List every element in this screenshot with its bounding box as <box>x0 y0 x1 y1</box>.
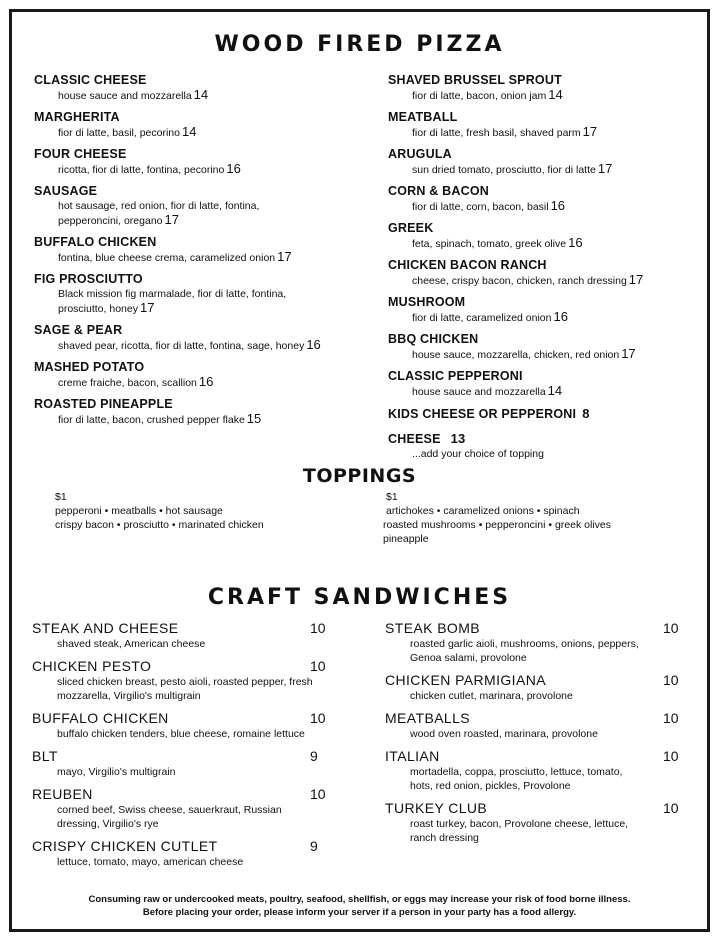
pizza-description-text: hot sausage, red onion, fior di latte, fontina, <box>58 200 260 212</box>
pizza-item <box>34 360 354 390</box>
pizza-name <box>34 147 354 162</box>
pizza-name-text: SAUSAGE <box>34 184 98 198</box>
pizza-description-text: shaved pear, ricotta, fior di latte, fontina, sage, honey <box>58 340 305 352</box>
pizza-item <box>34 184 354 228</box>
pizza-description-text: pepperoncini, oregano <box>58 215 163 227</box>
sandwich-name: MEATBALLS <box>385 710 471 726</box>
pizza-description-text: cheese, crispy bacon, chicken, ranch dressing <box>412 275 627 287</box>
pizza-description <box>34 250 354 265</box>
sandwich-description: buffalo chicken tenders, blue cheese, romaine lettuce <box>57 728 305 740</box>
pizza-price: 17 <box>582 124 598 139</box>
sandwich-item <box>385 799 685 845</box>
sandwich-item <box>32 747 332 779</box>
sandwich-name: CHICKEN PARMIGIANA <box>385 672 546 688</box>
pizza-item <box>388 73 688 103</box>
sandwich-description: lettuce, tomato, mayo, american cheese <box>57 856 244 868</box>
pizza-price: 17 <box>597 161 613 176</box>
pizza-name <box>388 184 688 199</box>
pizza-description <box>388 125 688 140</box>
pizza-item <box>388 147 688 177</box>
pizza-description-text: fior di latte, corn, bacon, basil <box>412 201 549 213</box>
toppings-right-line: artichokes • caramelized onions • spinach <box>386 505 580 517</box>
pizza-price: 13 <box>450 431 466 446</box>
pizza-description <box>34 375 354 390</box>
pizza-name-text: MASHED POTATO <box>34 360 145 374</box>
pizza-description <box>34 287 354 301</box>
pizza-item <box>34 323 354 353</box>
pizza-price: 16 <box>550 198 566 213</box>
sandwich-price: 10 <box>663 748 679 764</box>
pizza-item <box>34 397 354 427</box>
pizza-item <box>34 73 354 103</box>
pizza-description-text: fior di latte, basil, pecorino <box>58 127 180 139</box>
sandwich-description: shaved steak, American cheese <box>57 638 206 650</box>
pizza-name-text: KIDS CHEESE OR PEPPERONI <box>388 407 577 421</box>
toppings-left-line: crispy bacon • prosciutto • marinated chicken <box>55 519 264 531</box>
pizza-price: 17 <box>164 212 179 227</box>
pizza-item <box>34 147 354 177</box>
sandwich-price: 10 <box>310 620 326 636</box>
sandwich-description: Genoa salami, provolone <box>410 652 527 664</box>
pizza-name <box>34 73 354 88</box>
toppings-right-line: roasted mushrooms • pepperoncini • greek olives <box>383 519 611 531</box>
sandwich-name: CHICKEN PESTO <box>32 658 152 674</box>
pizza-description-text: ...add your choice of topping <box>412 448 544 460</box>
pizza-description-text: feta, spinach, tomato, greek olive <box>412 238 567 250</box>
pizza-name-text: MEATBALL <box>388 110 458 124</box>
pizza-description <box>388 273 688 288</box>
toppings-right-line: pineapple <box>383 533 429 545</box>
pizza-description <box>34 338 354 353</box>
sandwich-item <box>32 837 332 869</box>
sandwich-item <box>385 709 685 741</box>
pizza-name <box>388 258 688 273</box>
pizza-description <box>388 162 688 177</box>
pizza-name-text: CLASSIC PEPPERONI <box>388 369 523 383</box>
pizza-description <box>34 88 354 103</box>
pizza-name <box>388 147 688 162</box>
pizza-item <box>388 184 688 214</box>
sandwich-name: TURKEY CLUB <box>385 800 488 816</box>
sandwiches-right-column <box>385 619 685 851</box>
sandwich-item <box>32 785 332 831</box>
sandwich-item <box>385 747 685 793</box>
pizza-price: 17 <box>277 249 292 264</box>
pizza-price: 14 <box>181 124 197 139</box>
pizza-description <box>34 213 354 228</box>
sandwich-price: 10 <box>310 786 326 802</box>
sandwich-name: BLT <box>32 748 58 764</box>
pizza-item <box>388 431 688 461</box>
pizza-description-text: Black mission fig marmalade, fior di latte, fontina, <box>58 288 287 300</box>
pizza-item <box>388 406 688 422</box>
sandwich-price: 9 <box>310 748 318 764</box>
sandwich-price: 10 <box>310 658 326 674</box>
pizza-description <box>388 199 688 214</box>
pizza-name <box>388 295 688 310</box>
pizza-name-text: CHICKEN BACON RANCH <box>388 258 547 272</box>
pizza-description-text: house sauce, mozzarella, chicken, red onion <box>412 349 620 361</box>
pizza-name <box>388 431 688 447</box>
disclaimer-line: Consuming raw or undercooked meats, poultry, seafood, shellfish, or eggs may increase your risk of food borne illness. <box>88 894 631 905</box>
pizza-name-text: FIG PROSCIUTTO <box>34 272 143 286</box>
pizza-description <box>34 412 354 427</box>
sandwich-item <box>32 657 332 703</box>
pizza-name-text: ARUGULA <box>388 147 452 161</box>
pizza-name-text: ROASTED PINEAPPLE <box>34 397 173 411</box>
pizza-name <box>34 272 354 287</box>
pizza-right-column <box>388 73 688 468</box>
pizza-price: 16 <box>198 374 214 389</box>
pizza-name-text: SHAVED BRUSSEL SPROUT <box>388 73 562 87</box>
pizza-item <box>388 369 688 399</box>
sandwich-description: hots, red onion, pickles, Provolone <box>410 780 571 792</box>
pizza-description <box>34 162 354 177</box>
pizza-description <box>388 88 688 103</box>
pizza-name <box>388 73 688 88</box>
sandwich-name: STEAK BOMB <box>385 620 481 636</box>
allergy-disclaimer <box>0 893 719 919</box>
pizza-name <box>388 369 688 384</box>
sandwich-name: STEAK AND CHEESE <box>32 620 179 636</box>
pizza-description-text: fior di latte, fresh basil, shaved parm <box>412 127 581 139</box>
pizza-item <box>34 272 354 316</box>
sandwich-price: 10 <box>310 710 326 726</box>
pizza-name <box>34 235 354 250</box>
sandwich-description: mayo, Virgilio's multigrain <box>57 766 176 778</box>
sandwich-description: roasted garlic aioli, mushrooms, onions, peppers, <box>410 638 639 650</box>
sandwich-name: REUBEN <box>32 786 93 802</box>
pizza-description-text: fior di latte, bacon, crushed pepper flake <box>58 414 245 426</box>
pizza-description-text: house sauce and mozzarella <box>58 90 192 102</box>
pizza-name-text: SAGE & PEAR <box>34 323 123 337</box>
sandwich-price: 10 <box>663 800 679 816</box>
pizza-item <box>388 295 688 325</box>
pizza-description <box>388 384 688 399</box>
pizza-name <box>34 360 354 375</box>
pizza-name-text: GREEK <box>388 221 434 235</box>
pizza-name <box>34 184 354 199</box>
sandwich-price: 9 <box>310 838 318 854</box>
pizza-name <box>388 406 688 422</box>
pizza-name-text: MUSHROOM <box>388 295 466 309</box>
toppings-left-group <box>55 490 355 532</box>
sandwich-item <box>385 619 685 665</box>
pizza-name-text: FOUR CHEESE <box>34 147 127 161</box>
pizza-description <box>388 310 688 325</box>
pizza-description-text: sun dried tomato, prosciutto, fior di latte <box>412 164 596 176</box>
pizza-description <box>388 447 688 461</box>
pizza-name-text: CHEESE <box>388 432 441 446</box>
pizza-description <box>388 347 688 362</box>
pizza-item <box>34 235 354 265</box>
pizza-name <box>34 110 354 125</box>
sandwiches-section-title: CRAFT SANDWICHES <box>207 585 512 610</box>
pizza-name-text: CORN & BACON <box>388 184 490 198</box>
sandwich-item <box>385 671 685 703</box>
sandwich-description: dressing, Virgilio's rye <box>57 818 159 830</box>
pizza-description <box>34 125 354 140</box>
pizza-price: 17 <box>139 300 155 315</box>
pizza-description <box>388 236 688 251</box>
pizza-price: 8 <box>582 406 590 421</box>
pizza-section-title: WOOD FIRED PIZZA <box>214 32 505 57</box>
pizza-price: 14 <box>193 87 209 102</box>
pizza-name-text: BUFFALO CHICKEN <box>34 235 157 249</box>
pizza-left-column <box>34 73 354 434</box>
pizza-name <box>34 323 354 338</box>
toppings-section-title: TOPPINGS <box>302 465 417 487</box>
pizza-name <box>34 397 354 412</box>
sandwich-description: ranch dressing <box>410 832 479 844</box>
pizza-price: 15 <box>246 411 262 426</box>
sandwich-description: wood oven roasted, marinara, provolone <box>410 728 598 740</box>
pizza-price: 16 <box>568 235 583 250</box>
sandwiches-left-column <box>32 619 332 875</box>
disclaimer-line: Before placing your order, please inform your server if a person in your party has a food allergy. <box>142 907 577 918</box>
toppings-left-price: $1 <box>55 491 67 503</box>
pizza-item <box>388 332 688 362</box>
sandwich-description: sliced chicken breast, pesto aioli, roasted pepper, fresh <box>57 676 313 688</box>
sandwich-item <box>32 709 332 741</box>
sandwich-description: chicken cutlet, marinara, provolone <box>410 690 573 702</box>
pizza-name-text: BBQ CHICKEN <box>388 332 479 346</box>
sandwich-name: ITALIAN <box>385 748 440 764</box>
sandwich-name: BUFFALO CHICKEN <box>32 710 169 726</box>
pizza-description-text: ricotta, fior di latte, fontina, pecorino <box>58 164 225 176</box>
pizza-description-text: fontina, blue cheese crema, caramelized onion <box>58 252 276 264</box>
sandwich-description: mortadella, coppa, prosciutto, lettuce, tomato, <box>410 766 623 778</box>
pizza-description <box>34 199 354 213</box>
sandwich-price: 10 <box>663 672 679 688</box>
sandwich-item <box>32 619 332 651</box>
pizza-item <box>388 110 688 140</box>
toppings-right-price: $1 <box>386 491 398 503</box>
pizza-name-text: MARGHERITA <box>34 110 120 124</box>
pizza-description-text: fior di latte, bacon, onion jam <box>412 90 547 102</box>
pizza-description-text: prosciutto, honey <box>58 303 138 315</box>
pizza-price: 16 <box>306 337 321 352</box>
toppings-left-line: pepperoni • meatballs • hot sausage <box>55 505 223 517</box>
pizza-price: 16 <box>553 309 568 324</box>
pizza-name <box>388 110 688 125</box>
sandwich-price: 10 <box>663 710 679 726</box>
pizza-price: 17 <box>628 272 644 287</box>
pizza-price: 14 <box>548 87 563 102</box>
pizza-item <box>388 258 688 288</box>
pizza-price: 16 <box>226 161 241 176</box>
pizza-description-text: creme fraiche, bacon, scallion <box>58 377 197 389</box>
pizza-item <box>34 110 354 140</box>
sandwich-description: corned beef, Swiss cheese, sauerkraut, Russian <box>57 804 282 816</box>
sandwich-price: 10 <box>663 620 679 636</box>
pizza-name <box>388 332 688 347</box>
pizza-name <box>388 221 688 236</box>
pizza-price: 14 <box>547 383 563 398</box>
pizza-description-text: fior di latte, caramelized onion <box>412 312 552 324</box>
sandwich-description: mozzarella, Virgilio's multigrain <box>57 690 201 702</box>
sandwich-description: roast turkey, bacon, Provolone cheese, lettuce, <box>410 818 629 830</box>
pizza-item <box>388 221 688 251</box>
pizza-description-text: house sauce and mozzarella <box>412 386 546 398</box>
sandwich-name: CRISPY CHICKEN CUTLET <box>32 838 218 854</box>
pizza-description <box>34 301 354 316</box>
toppings-right-group <box>383 490 683 546</box>
pizza-price: 17 <box>621 346 636 361</box>
pizza-name-text: CLASSIC CHEESE <box>34 73 147 87</box>
